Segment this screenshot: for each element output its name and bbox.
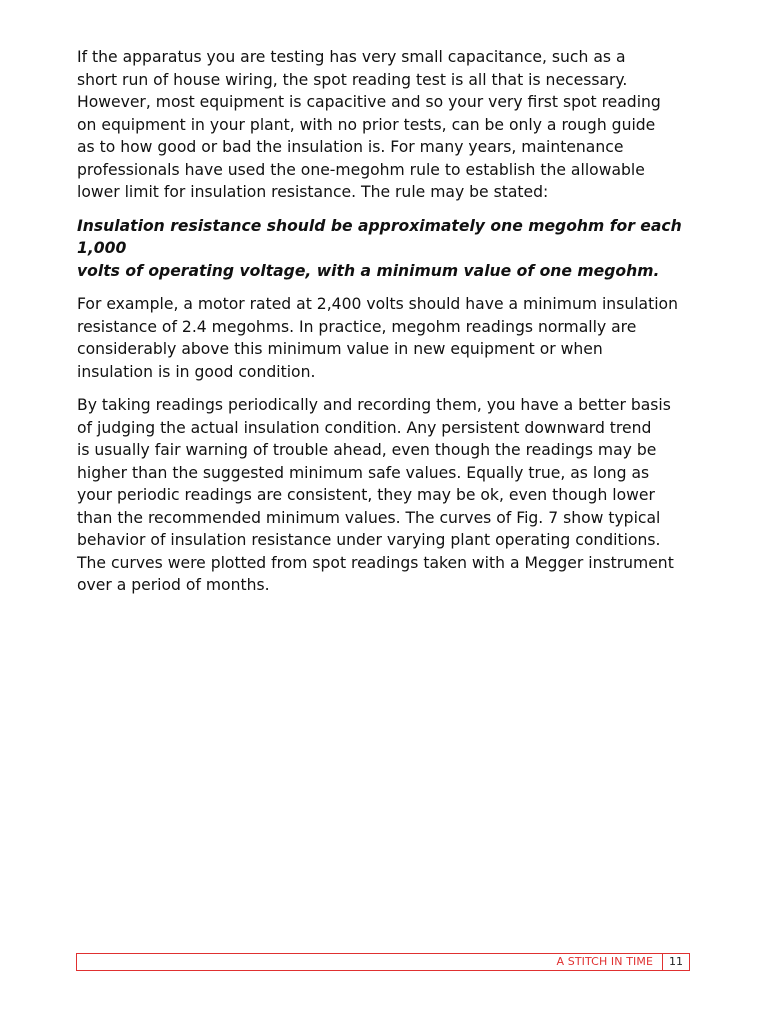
page-footer <box>76 953 690 971</box>
one-megohm-rule-statement: Insulation resistance should be approximately one megohm for each 1,000 volts of operating voltage, with a minimum value of one megohm. <box>77 216 682 280</box>
page-body <box>77 46 697 608</box>
paragraph-motor-example: For example, a motor rated at 2,400 volts should have a minimum insulation resistance of 2.4 megohms. In practice, megohm readings normally are considerably above this minimum value in new equipment or when insulation is in good condition. <box>77 295 678 381</box>
paragraph-spot-reading: If the apparatus you are testing has very small capacitance, such as a short run of house wiring, the spot reading test is all that is necessary. However, most equipment is capacitive and so your very first spot reading on equipment in your plant, with no prior tests, can be only a rough guide as to how good or bad the insulation is. For many years, maintenance professionals have used the one-megohm rule to establish the allowable lower limit for insulation resistance. The rule may be stated: <box>77 48 661 201</box>
paragraph-periodic-readings: By taking readings periodically and recording them, you have a better basis of judging the actual insulation condition. Any persistent downward trend is usually fair warning of trouble ahead, even though the readings may be higher than the suggested minimum safe values. Equally true, as long as your periodic readings are consistent, they may be ok, even though lower than the recommended minimum values. The curves of Fig. 7 show typical behavior of insulation resistance under varying plant operating conditions. The curves were plotted from spot readings taken with a Megger instrument over a period of months. <box>77 396 674 594</box>
page-number: 11 <box>662 954 689 970</box>
footer-title: A STITCH IN TIME <box>556 955 653 968</box>
